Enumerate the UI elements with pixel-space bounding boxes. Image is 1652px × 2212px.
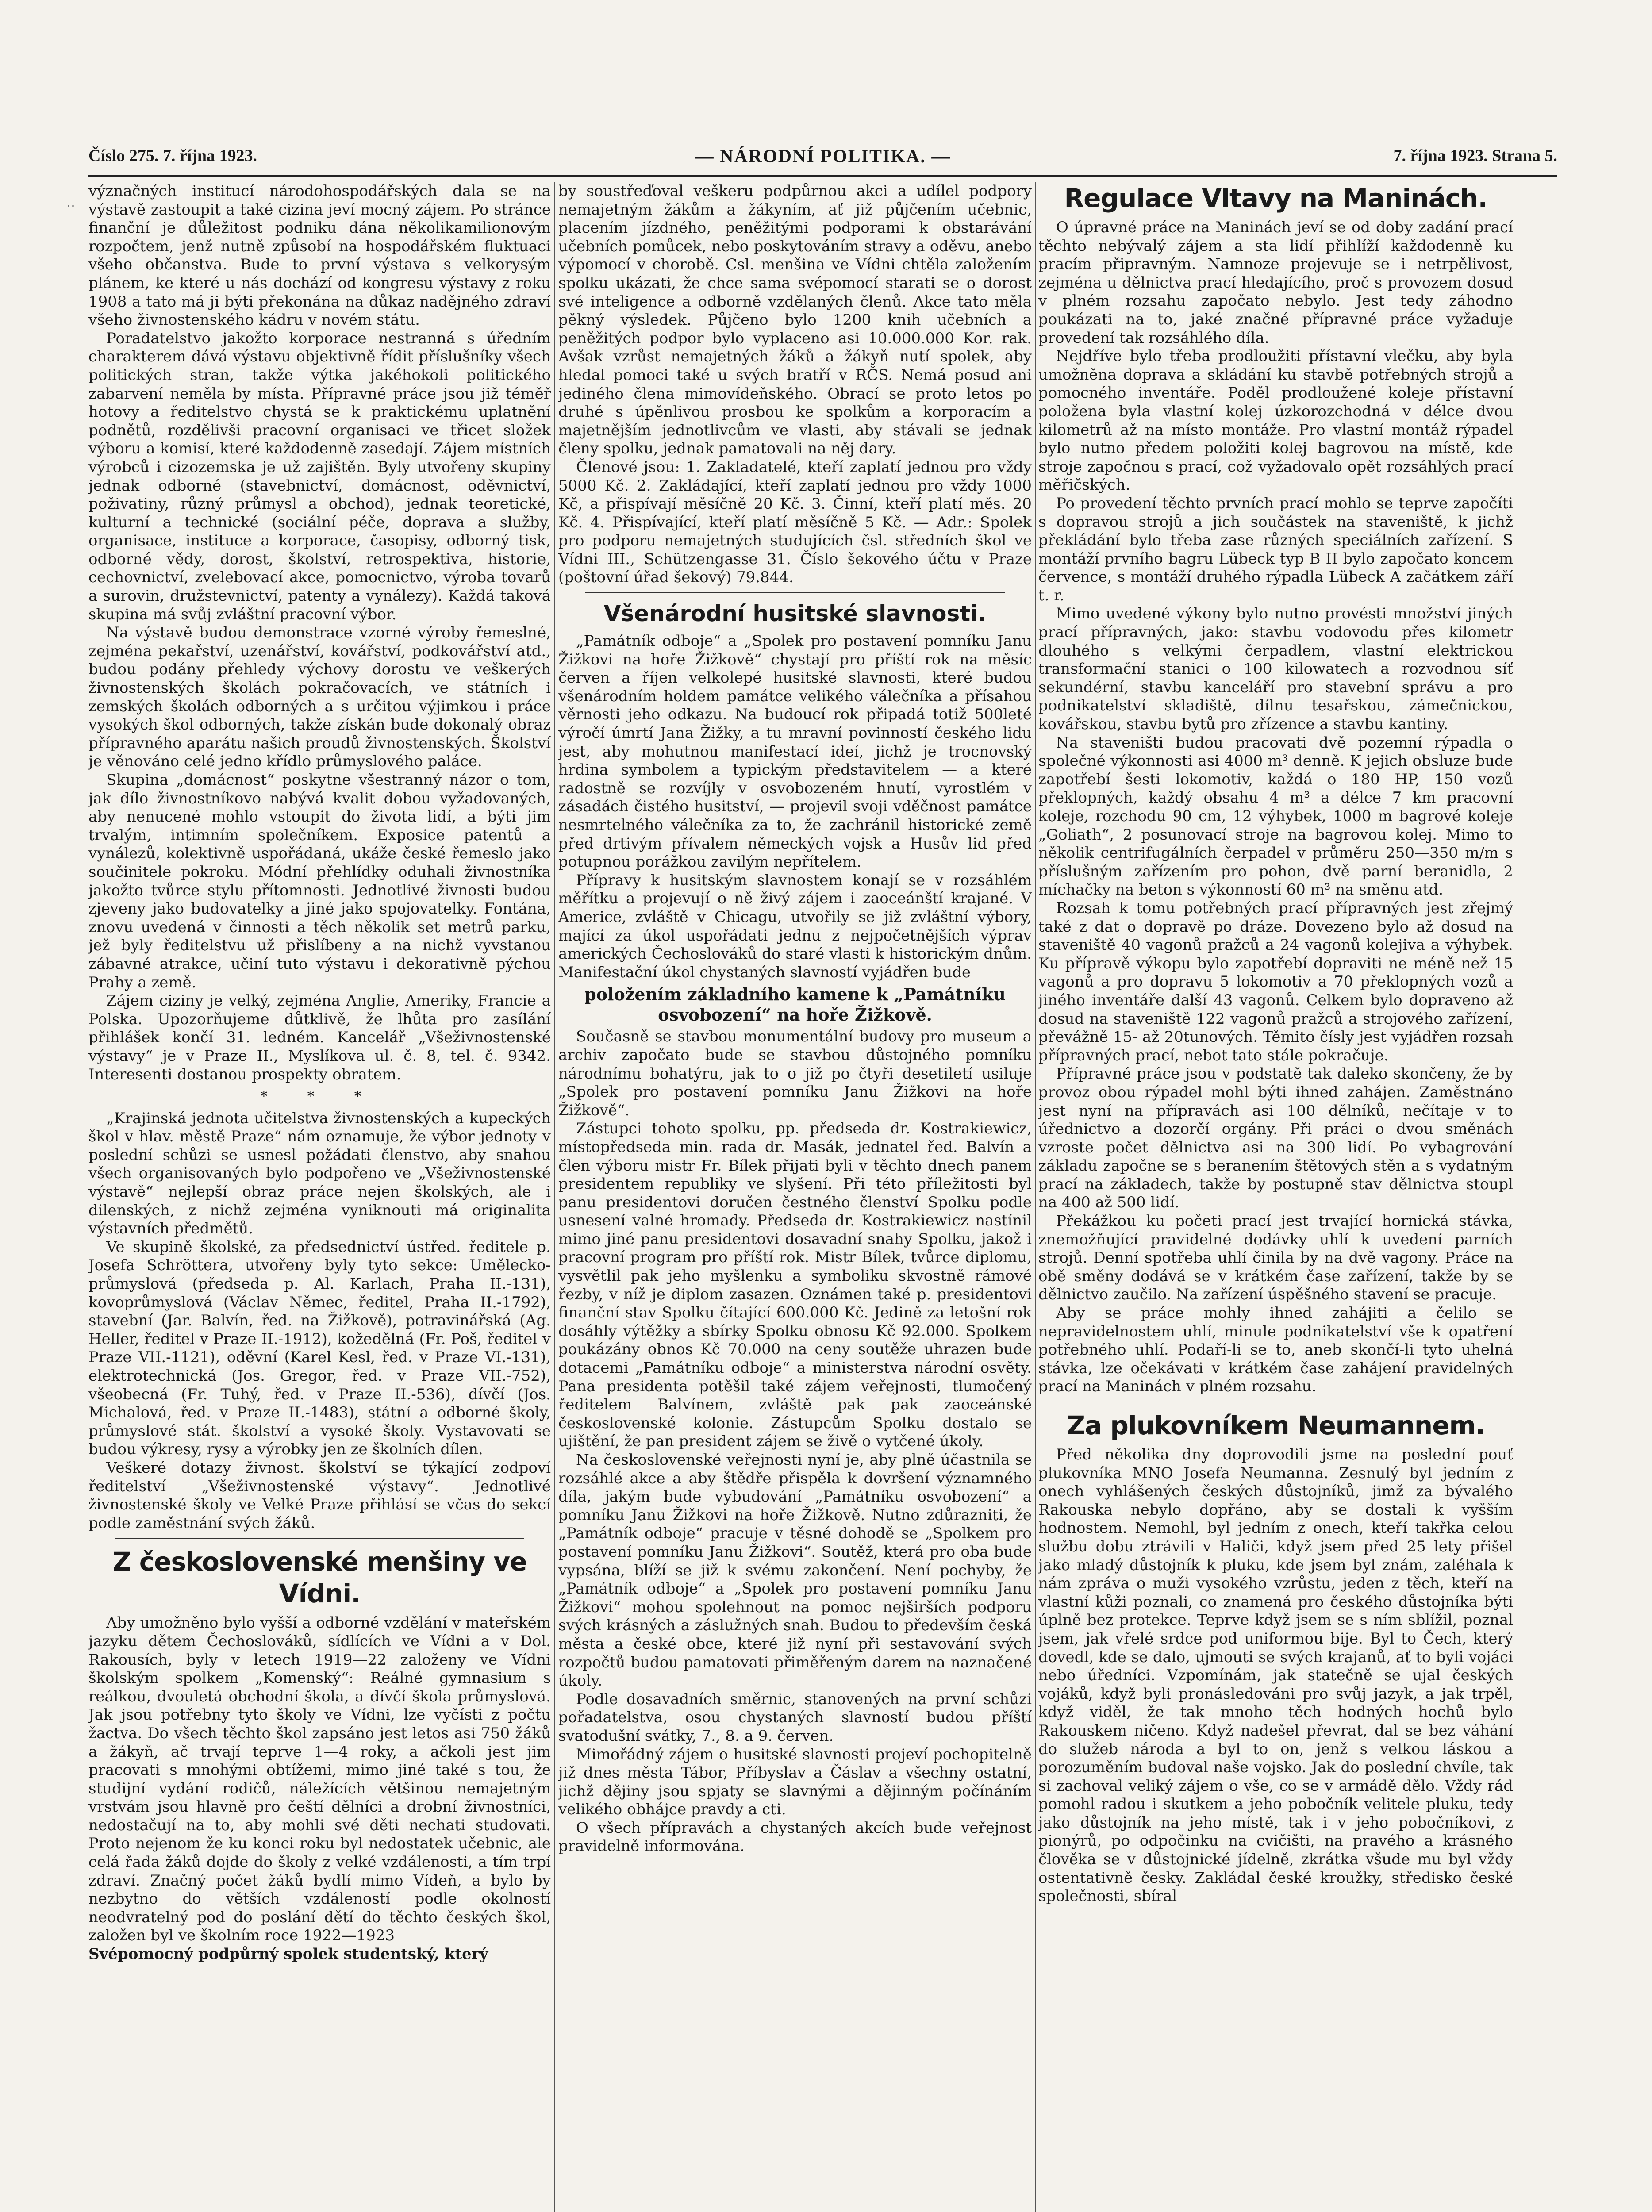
column-3: [1038, 182, 1513, 2212]
paragraph: Členové jsou: 1. Zakladatelé, kteří zaplatí jednou pro vždy 5000 Kč. 2. Zakládající, kteří zaplatí jednou pro vždy 1000 Kč, a přispívají měsíčně 20 Kč. 3. Činní, kteří platí měs. 20 Kč. 4. Přispívající, kteří platí měsíčně 5 Kč. — Adr.: Spolek pro podporu nemajetných studujících čsl. středních škol ve Vídni III., Schützengasse 31. Číslo šekového účtu v Praze (poštovní úřad šekový) 79.844.: [558, 458, 1032, 587]
paragraph: Ve skupině školské, za předsednictví ústřed. ředitele p. Josefa Schröttera, utvořeny byly tyto sekce: Umělecko-průmyslová (předseda p. Al. Karlach, Praha II.-131), kovoprůmyslová (Václav Němec, ředitel, Praha II.-1792), stavební (Jar. Balvín, řed. na Žižkově), potravinářská (Ag. Heller, ředitel v Praze II.-1912), kožedělná (Fr. Poš, ředitel v Praze VII.-1121), oděvní (Karel Kesl, řed. v Praze VI.-131), elektrotechnická (Jos. Gregor, řed. v Praze VII.-752), všeobecná (Fr. Tuhý, řed. v Praze II.-536), dívčí (Jos. Michalová, řed. v Praze II.-1483), státní a odborné školy, průmyslové stát. školství a vysoké školy. Vystavovati se budou výkresy, rysy a výrobky jen ze školních dílen.: [88, 1238, 551, 1459]
paragraph: Veškeré dotazy živnost. školství se týkající zodpoví ředitelství „Všeživnostenské výstavy“. Jednotlivé živnostenské školy ve Velké Praze přihlásí se včas do sekcí podle zaměstnání svých žáků.: [88, 1459, 551, 1532]
paragraph: Nejdříve bylo třeba prodloužiti přístavní vlečku, aby byla umožněna doprava a skládání ku stavbě potřebných strojů a pomocného inventáře. Poděl prodloužené koleje přístavní položena byla vlastní kolej úzkorozchodná v délce dvou kilometrů až na místo montáže. Pro vlastní montáž rýpadel bylo nutno předem položiti kolej bagrovou na místě, kde stroje započnou s prací, což vyžadovalo opět rozsáhlých prací měřičských.: [1038, 347, 1513, 494]
paragraph: Aby umožněno bylo vyšší a odborné vzdělání v mateřském jazyku dětem Čechoslováků, sídlících ve Vídni a v Dol. Rakousích, byly v letech 1919—22 založeny ve Vídni školským spolkem „Komenský“: Reálné gymnasium s reálkou, dvouletá obchodní škola, a dívčí škola průmyslová. Jak jsou potřebny tyto školy ve Vídni, lze vyčísti z počtu žactva. Do všech těchto škol zapsáno jest letos asi 750 žáků a žákyň, ač trvají teprve 1—4 roky, a ačkoli jest jim pracovati s mnohými obtížemi, mimo jiné také s tou, že studijní vydání rodičů, náležících většinou nemajetným vrstvám jsou hlavně pro čeští dělníci a drobní živnostníci, nedostačují na to, aby mohli své děti nechati studovati. Proto nejenom že ku konci roku byl nedostatek učebnic, ale celá řada žáků dojde do školy z velké vzdálenosti, a tím trpí zdraví. Značný počet žáků bydlí mimo Vídeň, a bylo by nezbytno do větších vzdáleností podle okolností neodvratelný pod do poslání dětí do těchto českých škol, založen byl ve školním roce 1922—1923: [88, 1614, 551, 1945]
subheading: položením základního kamene k „Památníku osvobození“ na hoře Žižkově.: [584, 984, 1006, 1025]
column-divider-1: [554, 182, 555, 2212]
paragraph: O úpravné práce na Maninách jeví se od doby zadání prací těchto nebývalý zájem a sta lidí přihlíží každodenně ku pracím připravným. Namnoze projevuje se i netrpělivost, zejména u dělnictva prací hledajícího, proč s provozem dosud v plném rozsahu započato nebylo. Jest tedy záhodno poukázati na to, jaké značné přípravné práce vyžaduje provedení tak rozsáhlého díla.: [1038, 219, 1513, 347]
paragraph: Zájem ciziny je velký, zejména Anglie, Ameriky, Francie a Polska. Upozorňujeme důtklivě, že lhůta pro zasílání přihlášek končí 31. ledném. Kancelář „Všeživnostenské výstavy“ je v Praze II., Myslíkova ul. č. 8, tel. č. 9342. Interesenti dostanou prospekty obratem.: [88, 992, 551, 1083]
divider: [115, 1538, 524, 1539]
paragraph: Na staveništi budou pracovati dvě pozemní rýpadla o společné výkonnosti asi 4000 m³ denně. K jejich obsluze bude zapotřebí šesti lokomotiv, každá o 180 HP, 150 vozů překlopných, každý obsahu 4 m³ a délce 7 km pracovní koleje, rozchodu 90 cm, 12 výhybek, 1000 m bagrové koleje „Goliath“, 2 posunovací stroje na bagrovou kolej. Mimo to několik centrifugálních čerpadel v průměru 250—350 m/m s příslušným zařízením pro pohon, dvě parní beranidla, 2 míchačky na beton s výkonností 60 m³ na směnu atd.: [1038, 733, 1513, 899]
issue-number: Číslo 275. 7. října 1923.: [88, 146, 257, 165]
column-2: [558, 182, 1032, 2212]
paragraph: Po provedení těchto prvních prací mohlo se teprve započíti s dopravou strojů a jich součástek na staveniště, k jichž překládání bylo třeba zase různých speciálních zařízení. S montáží prvního bagru Lübeck typ B II bylo započato koncem července, s montáží druhého rýpadla Lübeck A začátkem září t. r.: [1038, 494, 1513, 604]
paragraph: Přípravné práce jsou v podstatě tak daleko skončeny, že by provoz obou rýpadel mohl býti ihned zahájen. Zaměstnáno jest nyní na přípravách asi 100 dělníků, nečítaje v to úřednictvo a dozorčí orgány. Při práci o dvou směnách vzroste počet dělnictva asi na 300 lidí. Po vybagrování základu započne se s beranením štětových stěn a s vydatným prací na základech, takže by postupně stav dělnictva stoupl na 400 až 500 lidí.: [1038, 1065, 1513, 1212]
article-heading: Všenárodní husitské slavnosti.: [603, 601, 987, 627]
paragraph: Na výstavě budou demonstrace vzorné výroby řemeslné, zejména pekařství, uzenářství, kovářství, podkovářství atd., budou podány přehledy výchovy dorostu ve veškerých živnostenských školách pokračovacích, ve státních i zemských školách odborných a s určitou výjimkou i práce vysokých škol odborných, takže získán bude dokonalý obraz přípravného aparátu našich proudů živnostenských. Školství je věnováno celé jedno křídlo průmyslového paláce.: [88, 624, 551, 771]
paragraph: O všech přípravách a chystaných akcích bude veřejnost pravidelně informována.: [558, 1819, 1032, 1855]
paragraph: význačných institucí národohospodářských dala se na výstavě zastoupit a také cizina jeví mocný zájem. Po stránce finanční je důležitost podniku dána několikamilionovým rozpočtem, jenž nutně způsobí na hospodářském fluktuaci všeho občanstva. Bude to první výstava s velkorysým plánem, ke které u nás dochází od kongresu výstavy z roku 1908 a tato má ji býti překonána na důkaz nadějného zdraví všeho živnostenského kádru v novém státu.: [88, 182, 551, 329]
newspaper-title: — NÁRODNÍ POLITIKA. —: [695, 146, 951, 167]
article-heading: Z československé menšiny ve Vídni.: [112, 1547, 527, 1609]
paragraph: Skupina „domácnost“ poskytne všestranný názor o tom, jak dílo živnostníkovo nabývá kvalit dobou vyžadovaných, aby nenucené mohlo vstoupit do života lidí, a býti jim trvalým, intimním společníkem. Exposice patentů a vynálezů, kolektivně uspořádaná, ukáže české řemeslo jako součinitele pokroku. Módní přehlídky oduhali živnostníka jakožto tvůrce stylu přítomnosti. Jednotlivé živnosti budou zjeveny jako budovatelky a jiné jako spojovatelky. Fontána, znovu uvedená v činnosti a těch několik set metrů parku, jež byly ředitelstvu už přislíbeny a na nichž vyvstanou zábavné atrakce, učiní tuto výstavu i dekorativně pýchou Prahy a země.: [88, 771, 551, 991]
column-1: [88, 182, 551, 2212]
paragraph: Mimořádný zájem o husitské slavnosti projeví pochopitelně již dnes města Tábor, Příbyslav a Čáslav a všechny ostatní, jichž dějiny jsou spjaty se slavnými a dějinným počínáním velikého obhájce pravdy a cti.: [558, 1745, 1032, 1819]
column-divider-2: [1035, 182, 1036, 2212]
article-heading: Regulace Vltavy na Maninách.: [1064, 183, 1487, 213]
paragraph: Současně se stavbou monumentální budovy pro museum a archiv započato bude se stavbou důstojného pomníku národnímu bohatýru, jak to o již po čtyři desetiletí usiluje „Spolek pro postavení pomníku Janu Žižkovi na hoře Žižkově“.: [558, 1028, 1032, 1119]
paragraph: Svépomocný podpůrný spolek studentský, který: [88, 1945, 488, 1963]
section-separator: * * *: [260, 1088, 379, 1105]
paragraph: Přípravy k husitským slavnostem konají se v rozsáhlém měřítku a projevují o ně živý zájem i zaoceánští krajané. V Americe, zvláště v Chicagu, utvořily se již zvláštní výbory, mající za úkol uspořádati jednu z nejpočetnějších výprav amerických Čechoslováků do staré vlasti k historickým dnům. Manifestační úkol chystaných slavností vyjádřen bude: [558, 871, 1032, 981]
paragraph: Rozsah k tomu potřebných prací přípravných jest zřejmý také z dat o dopravě po dráze. Dovezeno bylo až dosud na staveniště 40 vagonů pražců a 24 vagonů kolejiva a výhybek. Ku přípravě výkopu bylo zapotřebí dopraviti ne méně než 15 vagonů a pro dopravu 5 lokomotiv a 70 překlopných vozů a jiného inventáře další 43 vagonů. Celkem bylo dopraveno až dosud na staveniště 122 vagonů pražců a strojového zařízení, převážně 15- až 20tunových. Těmito čísly jest vyjádřen rozsah přípravných prací, nebot tato stále pokračuje.: [1038, 899, 1513, 1064]
page-header: [88, 146, 1557, 173]
paragraph: Podle dosavadních směrnic, stanovených na první schůzi pořadatelstva, osou chystaných slavností budou příští svatodušní svátky, 7., 8. a 9. červen.: [558, 1690, 1032, 1745]
page-number: 7. října 1923. Strana 5.: [1393, 146, 1557, 165]
paragraph: Před několika dny doprovodili jsme na poslední pouť plukovníka MNO Josefa Neumanna. Zesnulý byl jedním z onech vyhlášených českých důstojníků, jimž za bývalého Rakouska nebylo dopřáno, aby se dostali k vyšším hodnostem. Nemohl, byl jedním z onech, kteří takřka celou službu dobu ztrávili v Haliči, když jsem před 25 lety přišel jako mladý důstojník k pluku, kde jsem byl znám, zaléhala k nám zpráva o muži vysokého vzrůstu, jeden z těch, kteří na vlastní kůži poznali, co znamená pro českého důstojníka býti úplně bez protekce. Teprve když jsem se s ním sblížil, poznal jsem, jak vřelé srdce pod uniformou bije. Byl to Čech, který dovedl, kde se dalo, ujmouti se svých krajanů, ať to byli vojáci nebo úředníci. Vzpomínám, jak statečně se ujal českých vojáků, když byli pronásledováni pro svůj jazyk, a jak trpěl, když viděl, že tak mnoho těch hodných hochů bylo Rakouskem ničeno. Když nadešel převrat, dal se bez váhání do služeb národa a byl to on, jenž s velkou láskou a porozuměním budoval naše vojsko. Jak do poslední chvíle, tak si zachoval veliký zájem o vše, co se v armádě dělo. Vždy rád pomohl radou i skutkem a jeho pobočník velitele pluku, tedy jako důstojník na jeho místě, tak i v jeho pobočníkovi, z pionýrů, po odpočinku na cvičišti, na pravého a krásného člověka se v důstojnické jídelně, zkrátka všude mu byl vždy ostentativně česky. Zakládal české kroužky, středisko české společnosti, sbíral: [1038, 1446, 1513, 1905]
paragraph: „Památník odboje“ a „Spolek pro postavení pomníku Janu Žižkovi na hoře Žižkově“ chystají pro příští rok na měsíc červen a říjen velkolepé husitské slavnosti, které budou všenárodním holdem památce velikého válečníka a přísahou věrnosti jeho odkazu. Na budoucí rok připadá totiž 500leté výročí úmrtí Jana Žižky, a tu mravní povinností českého lidu jest, aby mohutnou manifestací ideí, jichž je trocnovský hrdina symbolem a typickým představitelem — a které radostně se rozvíjly v osvobozeném hnutí, vyrostlém v zásadách čistého husitství, — projevil svoji vděčnost památce nesmrtelného válečníka za to, že zachránil historické země před drtivým přívalem německých vojsk a Husův lid před potupnou porážkou zavilým nepřítelem.: [558, 632, 1032, 871]
margin-mark: ‥: [66, 195, 76, 210]
header-rule: [88, 175, 1557, 177]
divider: [585, 592, 1005, 593]
paragraph: Zástupci tohoto spolku, pp. předseda dr. Kostrakiewicz, místopředseda min. rada dr. Masák, jednatel řed. Balvín a člen výboru mistr Fr. Bílek přijati byli v těchto dnech panem presidentem republiky ve slyšení. Při této příležitosti byl panu presidentovi doručen čestného členství Spolku podle usnesení valné hromady. Předseda dr. Kostrakiewicz nastínil mimo jiné panu presidentovi dosavadní snahy Spolku, jakož i pracovní program pro příští rok. Mistr Bílek, tvůrce diplomu, vysvětlil pak jeho myšlenku a symboliku skvostně rámové řezby, v níž je diplom zasazen. Oznámen také p. presidentovi finanční stav Spolku čítající 600.000 Kč. Jedině za letošní rok dosáhly výtěžky a sbírky Spolku obnosu Kč 92.000. Spolkem poukázány obnos Kč 70.000 na ceny soutěže uhrazen bude dotacemi „Památníku odboje“ a ministerstva národní osvěty. Pana presidenta potěšil také zájem veřejnosti, tlumočený ředitelem Balvínem, zvláště pak pak zaoceánské československé kolonie. Zástupcům Spolku dostalo se ujištění, že pan president zájem se živě o vytčené úkoly.: [558, 1120, 1032, 1451]
paragraph: Mimo uvedené výkony bylo nutno provésti množství jiných prací přípravných, jako: stavbu vodovodu přes kilometr dlouhého s velkými čerpadlem, vlastní elektrickou transformační stanici o 100 kilowatech a rozvodnou síť sekundérní, stavbu kanceláří pro stavební správu a pro podnikatelství skladiště, dílnu tesařskou, zámečnickou, kovářskou, stavbu bytů pro zřízence a stavbu kantiny.: [1038, 605, 1513, 733]
paragraph: „Krajinská jednota učitelstva živnostenských a kupeckých škol v hlav. městě Praze“ nám oznamuje, že výbor jednoty v poslední schůzi se usnesl požádati členstvo, aby snahou všech organisovaných bylo podpořeno ve „Všeživnostenské výstavě“ nejlepší obraz práce nejen školských, ale i dilenských, z nichž zejména vyniknouti má originalita výstavních předmětů.: [88, 1109, 551, 1238]
paragraph: Překážkou ku početi prací jest trvající hornická stávka, znemožňující pravidelné dodávky uhlí k uvedení parních strojů. Denní spotřeba uhlí činila by na dvě vagony. Práce na obě směny dodává se v krátkém čase zařízení, takže by se dělnictvo zaučilo. Na zařízení úspěšného stavení se pracuje.: [1038, 1212, 1513, 1304]
article-heading: Za plukovníkem Neumannem.: [1066, 1410, 1485, 1440]
paragraph: Aby se práce mohly ihned zahájiti a čelilo se nepravidelnostem uhlí, minule podnikatelství vše k opatření potřebného uhlí. Podaří-li se to, aneb skončí-li tyto uhelná stávka, lze očekávati v krátkém čase zahájení pravidelných prací na Maninách v plném rozsahu.: [1038, 1304, 1513, 1396]
paragraph: by soustřeďoval veškeru podpůrnou akci a udílel podpory nemajetným žákům a žákyním, ať již půjčením učebnic, placením jízdného, peněžitými podporami k obstarávání učebních pomůcek, nebo poskytováním stravy a oděvu, anebo výpomocí v chorobě. Csl. menšina ve Vídni chtěla založením spolku ukázati, že chce sama svépomocí starati se o dorost své inteligence a odborně vzdělaných členů. Akce tato měla pěkný výsledek. Půjčeno bylo 1200 knih učebních a peněžitých podpor bylo vyplaceno asi 10.000.000 Kor. rak. Avšak vzrůst nemajetných žáků a žákyň nutí spolek, aby hledal pomoci také u svých bratří v RČS. Nemá posud ani jediného člena mimovídeňského. Obrací se proto letos po druhé s úpěnlivou prosbou ke spolkům a korporacím a majetnějším jednotlivcům ve vlasti, aby stávali se jednak členy spolku, jednak pamatovali na něj dary.: [558, 182, 1032, 458]
paragraph: Na československé veřejnosti nyní je, aby plně účastnila se rozsáhlé akce a aby štědře přispěla k dovršení významného díla, jakým bude vybudování „Památníku osvobození“ a pomníku Janu Žižkovi na hoře Žižkově. Nutno zdůrazniti, že „Památník odboje“ pracuje v těsné dohodě se „Spolkem pro postavení pomníku Janu Žižkovi“. Soutěž, která pro oba bude vypsána, blíží se již k svému zakončení. Není pochyby, že „Památník odboje“ a „Spolek pro postavení pomníku Janu Žižkovi“ mohou spolehnout na pomoc nejširších podporu svých krásných a záslužných snah. Budou to především česká města a české obce, které již nyní při sestavování svých rozpočtů budou pamatovati přiměřeným darem na naznačené úkoly.: [558, 1451, 1032, 1690]
paragraph: Poradatelstvo jakožto korporace nestranná s úředním charakterem dává výstavu objektivně řídit příslušníky všech politických stran, takže výtka jakéhokoli politického zabarvení neměla by místa. Přípravné práce jsou již téměř hotovy a ředitelstvo chystá se k praktickému uplatnění podnětů, rozdělivši pracovní organisaci ve třicet složek výboru a komisí, které každodenně zasedají. Zájem místních výrobců i cizozemska je už zajištěn. Byly utvořeny skupiny jednak odborné (stavebnictví, domácnost, oděvnictví, poživatiny, různý průmysl a obchod), jednak teoretické, kulturní a technické (sociální péče, doprava a služby, organisace, instituce a korporace, časopisy, odborný tisk, odborné vědy, dorost, školství, retrospektiva, historie, cechovnictví, zvelebovací akce, pomocnictvo, výroba tovarů a surovin, družstevnictví, patenty a vynálezy). Každá taková skupina má svůj zvláštní pracovní výbor.: [88, 329, 551, 623]
